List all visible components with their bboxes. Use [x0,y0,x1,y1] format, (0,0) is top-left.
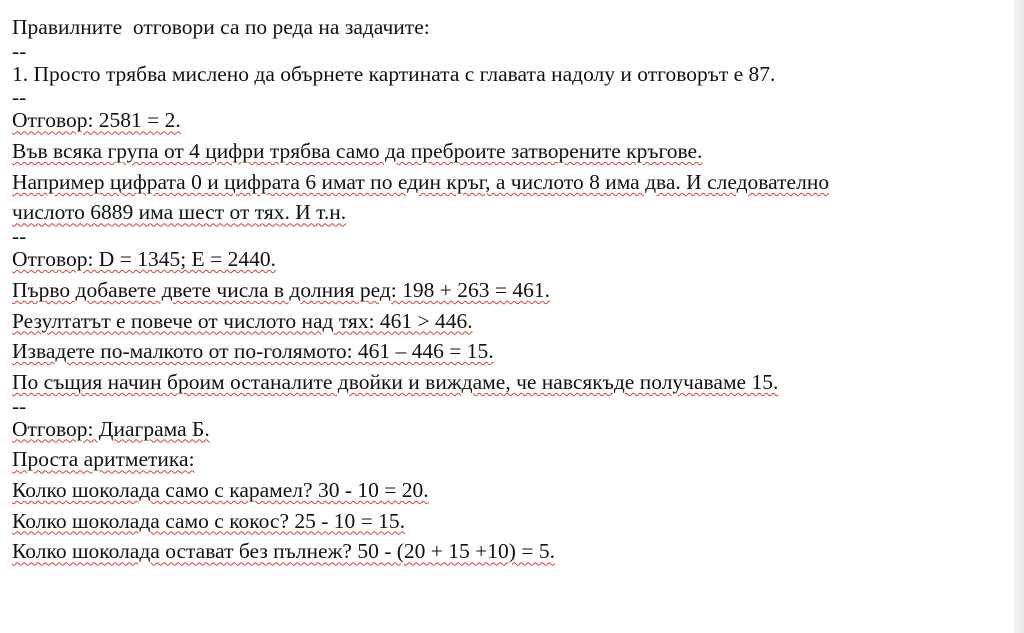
task3-answer: Отговор: D = 1345; E = 2440. [12,247,276,272]
task4-line-2: Колко шоколада само с карамел? 30 - 10 = 20. [12,477,429,502]
task2-line-1: Във всяка група от 4 цифри трябва само да преброите затворените кръгове. [12,139,703,164]
task3-line-4: По същия начин броим останалите двойки и виждаме, че навсякъде получаваме 15. [12,369,779,394]
task4-line-3: Колко шоколада само с кокос? 25 - 10 = 15. [12,508,406,533]
task3-line-3: Извадете по-малкото от по-голямото: 461 – 446 = 15. [12,339,494,364]
document-text[interactable] [12,12,1020,567]
separator: -- [12,393,27,418]
separator: -- [12,224,27,249]
task4-answer: Отговор: Диаграма Б. [12,416,210,441]
task3-line-2: Резултатът е повече от числото над тях: 461 > 446. [12,308,473,333]
task2-line-2: Например цифрата 0 и цифрата 6 имат по един кръг, а числото 8 има два. И следователно [12,169,830,194]
task2-answer: Отговор: 2581 = 2. [12,108,181,133]
task4-line-1: Проста аритметика: [12,447,195,472]
task4-line-4: Колко шоколада остават без пълнеж? 50 - (20 + 15 +10) = 5. [12,539,555,564]
task3-line-1: Първо добавете двете числа в долния ред: 198 + 263 = 461. [12,277,551,302]
page-edge [1014,0,1024,633]
task2-line-3: числото 6889 има шест от тях. И т.н. [12,200,347,225]
heading: Правилните отговори са по реда на задачите: [12,15,430,39]
separator: -- [12,38,27,63]
separator: -- [12,85,27,110]
task1-answer: 1. Просто трябва мислено да обърнете картината с главата надолу и отговорът е 87. [12,61,776,86]
